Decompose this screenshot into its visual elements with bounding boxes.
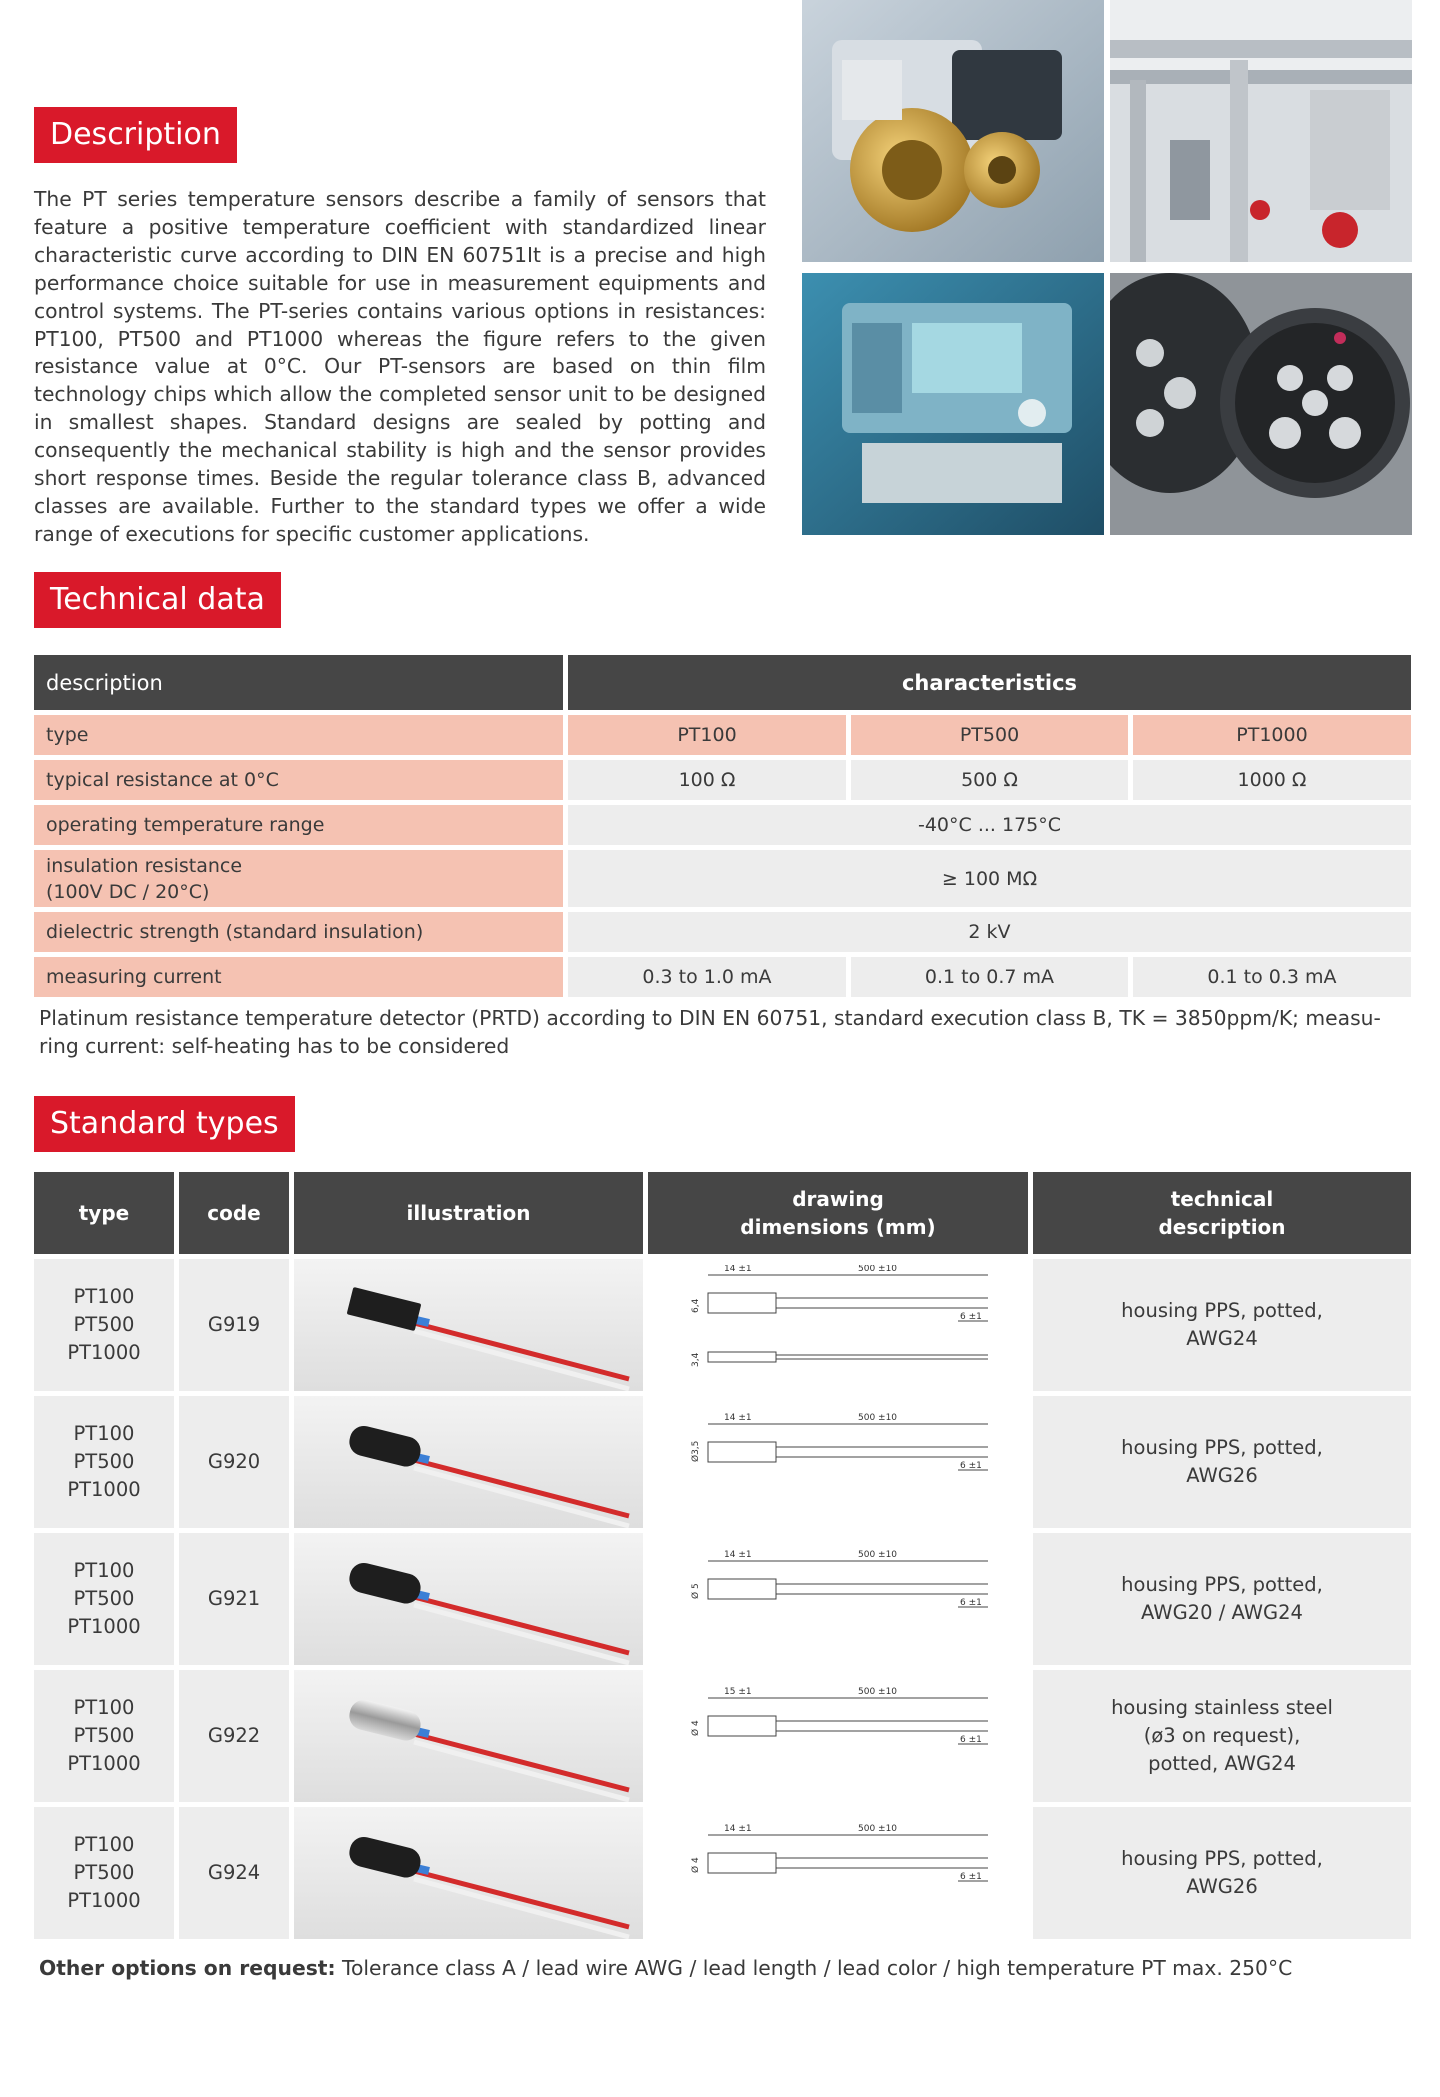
std-description-line: potted, AWG24 <box>1148 1752 1296 1775</box>
dim-end-label: 6 ±1 <box>960 1598 982 1608</box>
dim-lead-label: 500 ±10 <box>858 1265 898 1274</box>
tech-resistance-pt500: 500 Ω <box>851 760 1128 800</box>
dim-diameter-label: Ø 4 <box>691 1857 701 1873</box>
dim-diameter-label: Ø3,5 <box>691 1440 701 1462</box>
tech-temperature-value: -40°C ... 175°C <box>568 805 1411 845</box>
other-options <box>39 1954 1409 1982</box>
dimension-drawing <box>658 1676 1018 1796</box>
std-header-technical-line2: description <box>1158 1215 1286 1239</box>
tech-label-temperature: operating temperature range <box>34 805 563 845</box>
tech-type-pt100: PT100 <box>568 715 846 755</box>
tech-dielectric-value: 2 kV <box>568 912 1411 952</box>
std-description-line: housing PPS, potted, <box>1121 1299 1323 1322</box>
tech-label-resistance: typical resistance at 0°C <box>34 760 563 800</box>
ev-charging-socket-photo <box>1110 273 1412 535</box>
std-type-label: PT1000 <box>67 1752 141 1775</box>
std-row-types <box>34 1259 174 1391</box>
dimension-drawing <box>658 1813 1018 1933</box>
std-row-drawing <box>648 1670 1028 1802</box>
std-description-line: AWG24 <box>1186 1327 1258 1350</box>
std-row-types <box>34 1396 174 1528</box>
std-row-illustration <box>294 1396 643 1528</box>
dim-thickness-label: 3,4 <box>691 1352 701 1367</box>
std-row-technical-description <box>1033 1259 1411 1391</box>
tech-current-pt1000: 0.1 to 0.3 mA <box>1133 957 1411 997</box>
dim-end-label: 6 ±1 <box>960 1872 982 1882</box>
dim-length-label: 14 ±1 <box>724 1413 752 1423</box>
std-row-code: G922 <box>179 1670 289 1802</box>
std-header-code: code <box>179 1172 289 1254</box>
std-type-label: PT1000 <box>67 1341 141 1364</box>
dim-diameter-label: 6,4 <box>691 1298 701 1313</box>
std-description-line: housing PPS, potted, <box>1121 1436 1323 1459</box>
dim-end-label: 6 ±1 <box>960 1461 982 1471</box>
section-title-description: Description <box>34 107 237 163</box>
dim-lead-label: 500 ±10 <box>858 1413 898 1423</box>
dimension-drawing <box>658 1402 1018 1522</box>
tech-resistance-pt100: 100 Ω <box>568 760 846 800</box>
tech-header-characteristics: characteristics <box>568 655 1411 710</box>
tech-current-pt100: 0.3 to 1.0 mA <box>568 957 846 997</box>
std-type-label: PT500 <box>73 1724 135 1747</box>
std-header-illustration: illustration <box>294 1172 643 1254</box>
tech-label-dielectric: dielectric strength (standard insulation) <box>34 912 563 952</box>
tech-header-description: description <box>34 655 563 710</box>
std-type-label: PT1000 <box>67 1478 141 1501</box>
std-type-label: PT500 <box>73 1450 135 1473</box>
std-type-label: PT1000 <box>67 1615 141 1638</box>
std-type-label: PT100 <box>73 1285 135 1308</box>
dimension-drawing <box>658 1539 1018 1659</box>
std-header-drawing-line1: drawing <box>792 1187 884 1211</box>
sensor-illustration <box>294 1533 643 1665</box>
std-description-line: housing PPS, potted, <box>1121 1573 1323 1596</box>
std-row-code: G924 <box>179 1807 289 1939</box>
std-type-label: PT500 <box>73 1587 135 1610</box>
dim-length-label: 14 ±1 <box>724 1550 752 1560</box>
tech-label-insulation-line2: (100V DC / 20°C) <box>46 880 210 903</box>
tech-label-insulation <box>34 850 563 907</box>
std-row-drawing <box>648 1396 1028 1528</box>
std-row-drawing <box>648 1807 1028 1939</box>
std-type-label: PT500 <box>73 1313 135 1336</box>
tech-type-pt500: PT500 <box>851 715 1128 755</box>
dimension-drawing <box>658 1265 1018 1385</box>
std-description-line: (ø3 on request), <box>1143 1724 1301 1747</box>
std-row-types <box>34 1670 174 1802</box>
tech-resistance-pt1000: 1000 Ω <box>1133 760 1411 800</box>
std-header-type: type <box>34 1172 174 1254</box>
dim-diameter-label: Ø 5 <box>691 1583 701 1599</box>
std-row-technical-description <box>1033 1533 1411 1665</box>
tech-label-insulation-line1: insulation resistance <box>46 854 243 877</box>
std-row-drawing <box>648 1259 1028 1391</box>
dim-lead-label: 500 ±10 <box>858 1824 898 1834</box>
dim-end-label: 6 ±1 <box>960 1735 982 1745</box>
std-row-technical-description <box>1033 1807 1411 1939</box>
sensor-illustration <box>294 1396 643 1528</box>
std-header-technical-line1: technical <box>1170 1187 1274 1211</box>
std-description-line: AWG26 <box>1186 1464 1258 1487</box>
std-row-drawing <box>648 1533 1028 1665</box>
tech-label-current: measuring current <box>34 957 563 997</box>
tech-current-pt500: 0.1 to 0.7 mA <box>851 957 1128 997</box>
std-row-types <box>34 1533 174 1665</box>
std-type-label: PT1000 <box>67 1889 141 1912</box>
dim-lead-label: 500 ±10 <box>858 1687 898 1697</box>
std-header-technical <box>1033 1172 1411 1254</box>
dim-lead-label: 500 ±10 <box>858 1550 898 1560</box>
std-description-line: housing PPS, potted, <box>1121 1847 1323 1870</box>
section-title-standard-types: Standard types <box>34 1096 295 1152</box>
std-row-illustration <box>294 1670 643 1802</box>
std-type-label: PT100 <box>73 1559 135 1582</box>
std-header-drawing <box>648 1172 1028 1254</box>
dim-length-label: 14 ±1 <box>724 1824 752 1834</box>
dim-diameter-label: Ø 4 <box>691 1720 701 1736</box>
std-description-line: housing stainless steel <box>1111 1696 1333 1719</box>
std-row-technical-description <box>1033 1396 1411 1528</box>
tech-insulation-value: ≥ 100 MΩ <box>568 850 1411 907</box>
std-row-technical-description <box>1033 1670 1411 1802</box>
std-type-label: PT100 <box>73 1696 135 1719</box>
description-paragraph: The PT series temperature sensors describe a family of sensors that feature a positive temperature coefficient with standardized linear characteristic curve according to DIN EN 60751It is a precise and high performance choice suitable for use in measurement equipments and control systems. The PT-series contains various options in resistances: PT100, PT500 and PT1000 whereas the figure refers to the given resistance value at 0°C. Our PT-sensors are based on thin film technology chips which allow the completed sensor unit to be designed in smallest shapes. Standard designs are sealed by potting and consequently the mechanical stability is high and the sensor provides short response times. Beside the regular tolerance class B, advanced classes are available. Further to the standard types we offer a wide range of executions for specific customer applications. <box>34 187 766 546</box>
tech-type-pt1000: PT1000 <box>1133 715 1411 755</box>
std-description-line: AWG20 / AWG24 <box>1141 1601 1303 1624</box>
std-type-label: PT500 <box>73 1861 135 1884</box>
industrial-pipes-photo <box>1110 0 1412 262</box>
section-title-technical-data: Technical data <box>34 572 281 628</box>
std-row-illustration <box>294 1259 643 1391</box>
medical-device-photo <box>802 273 1104 535</box>
std-header-drawing-line2: dimensions (mm) <box>740 1215 936 1239</box>
std-type-label: PT100 <box>73 1422 135 1445</box>
std-row-code: G919 <box>179 1259 289 1391</box>
std-description-line: AWG26 <box>1186 1875 1258 1898</box>
tech-footnote: Platinum resistance temperature detector (PRTD) according to DIN EN 60751, standard execution class B, TK = 3850ppm/K; measu-ring current: self-heating has to be considered <box>39 1006 1381 1058</box>
std-type-label: PT100 <box>73 1833 135 1856</box>
other-options-label: Other options on request: <box>39 1956 336 1980</box>
dim-length-label: 15 ±1 <box>724 1687 752 1697</box>
sensor-illustration <box>294 1807 643 1939</box>
std-row-illustration <box>294 1807 643 1939</box>
std-row-types <box>34 1807 174 1939</box>
sensor-illustration <box>294 1670 643 1802</box>
std-row-code: G920 <box>179 1396 289 1528</box>
tech-label-type: type <box>34 715 563 755</box>
std-row-illustration <box>294 1533 643 1665</box>
sensor-illustration <box>294 1259 643 1391</box>
std-row-code: G921 <box>179 1533 289 1665</box>
other-options-text: Tolerance class A / lead wire AWG / lead length / lead color / high temperature PT max. 250°C <box>335 1956 1293 1980</box>
dim-length-label: 14 ±1 <box>724 1265 752 1274</box>
gear-motor-photo <box>802 0 1104 262</box>
dim-end-label: 6 ±1 <box>960 1312 982 1322</box>
